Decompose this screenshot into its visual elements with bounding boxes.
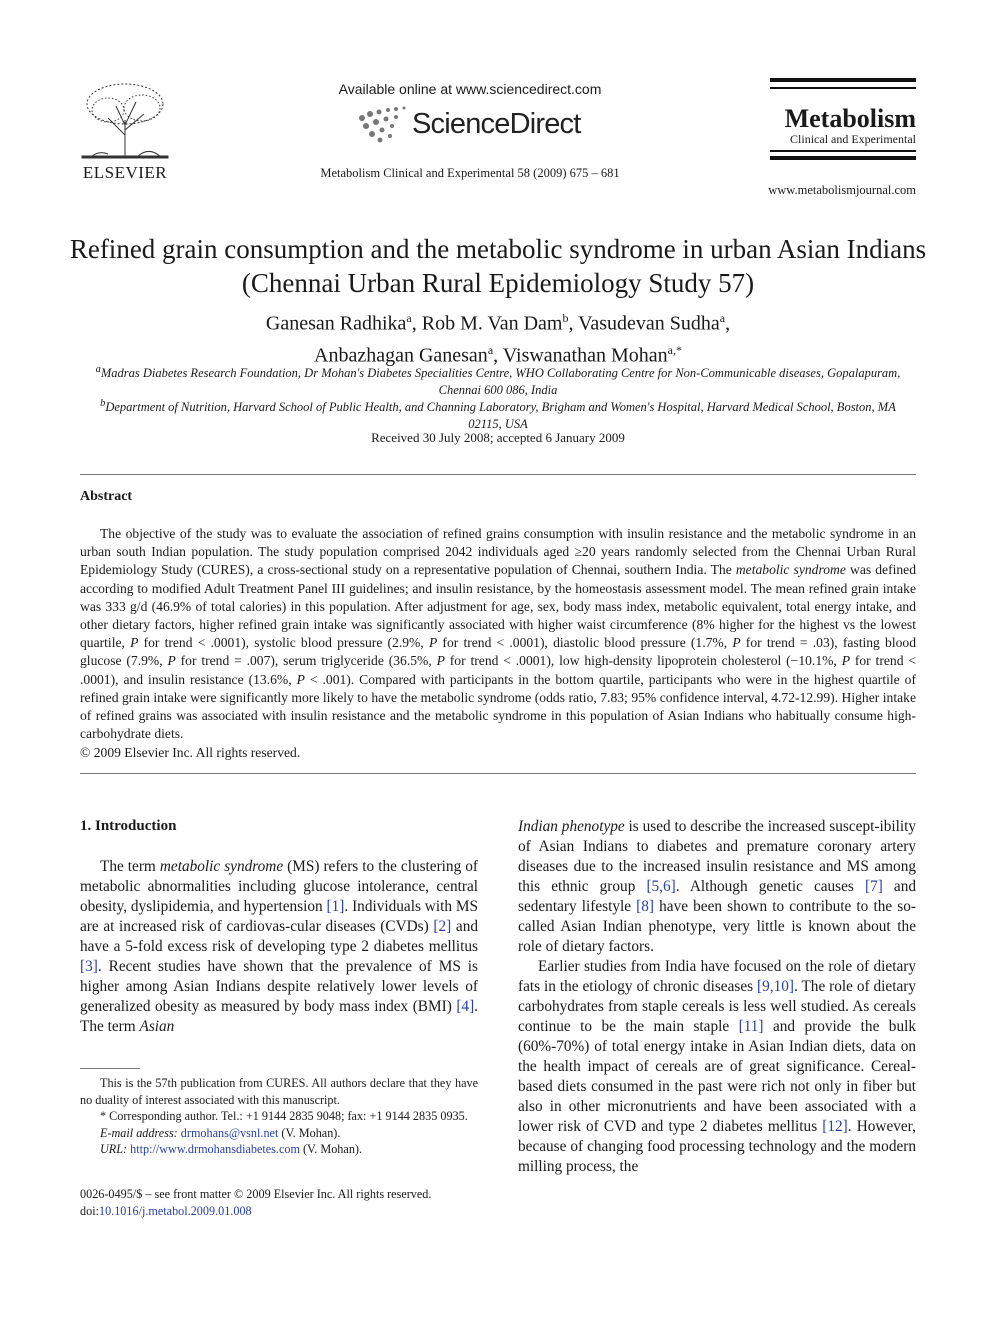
- elsevier-tree-logo: [78, 80, 172, 160]
- abstract-italic: P: [167, 653, 176, 669]
- citation-link[interactable]: [7]: [864, 878, 883, 895]
- body-text: . Individuals with MS are at increased risk of cardiovas-cular diseases (CVDs): [80, 898, 478, 935]
- email-label: E-mail address:: [100, 1125, 178, 1140]
- body-text: . Although genetic causes: [675, 878, 865, 895]
- footnote-url: [80, 1141, 478, 1158]
- abstract-italic: metabolic syndrome: [735, 562, 846, 578]
- url-suffix: (V. Mohan).: [299, 1142, 363, 1156]
- abstract-italic: P: [436, 653, 445, 669]
- doi-link[interactable]: 10.1016/j.metabol.2009.01.008: [98, 1203, 252, 1218]
- body-text: have been shown to contribute to the so-called Asian Indian phenotype, very little is known about the role of dietary factors.: [518, 898, 916, 955]
- abstract-italic: P: [296, 671, 305, 687]
- body-text: The term: [100, 858, 160, 875]
- author-separator: ,: [493, 344, 503, 367]
- citation-link[interactable]: [2]: [433, 918, 452, 935]
- footnote-duality: This is the 57th publication from CURES. All authors declare that they have no duality of interest associated with this manuscript.: [80, 1076, 478, 1107]
- author-affiliation-marker: a: [406, 311, 412, 325]
- author-line-1: [110, 305, 886, 337]
- footnotes: [80, 1075, 478, 1158]
- author-list: [110, 305, 886, 368]
- url-label: URL:: [100, 1142, 128, 1156]
- body-italic: metabolic syndrome: [159, 858, 284, 875]
- citation-link[interactable]: [1]: [326, 898, 345, 915]
- article-title: Refined grain consumption and the metabolic syndrome in urban Asian Indians (Chennai Urban Rural Epidemiology Study 57): [69, 234, 927, 298]
- author-separator: ,: [411, 312, 422, 335]
- author-name: Vasudevan Sudha: [578, 312, 720, 335]
- body-italic: Asian: [139, 1018, 175, 1035]
- abstract-italic: P: [841, 653, 851, 669]
- abstract-bottom-rule: [80, 773, 916, 774]
- body-text: (MS) refers to the clustering of metabolic abnormalities including glucose intolerance, central obesity, dyslipidemia, and hypertension: [80, 858, 478, 915]
- affiliation-a: [95, 361, 901, 399]
- author-name: Viswanathan Mohan: [502, 344, 668, 367]
- abstract-text: [80, 525, 916, 743]
- author-affiliation-marker: a: [719, 311, 726, 325]
- citation-link[interactable]: [12]: [822, 1118, 848, 1135]
- body-column-right: [518, 817, 916, 1177]
- body-paragraph: [518, 817, 916, 957]
- author-affiliation-marker: a,*: [667, 342, 682, 357]
- journal-name: Metabolism: [784, 104, 916, 133]
- journal-rule-bottom: [770, 156, 916, 160]
- body-text: . However, because of changing food processing technology and the modern milling process, the: [518, 1118, 916, 1175]
- abstract-italic: P: [428, 635, 438, 651]
- citation-link[interactable]: [9,10]: [757, 978, 794, 995]
- journal-rule-top: [770, 78, 916, 82]
- available-online-text: Available online at www.sciencedirect.com: [338, 81, 602, 97]
- body-column-left: [80, 857, 478, 1037]
- doi-label: doi:: [80, 1203, 99, 1218]
- abstract-text: for trend < .0001), systolic blood pressure (2.9%,: [138, 635, 429, 651]
- journal-subtitle: Clinical and Experimental: [790, 132, 916, 146]
- affiliation-a-text: Madras Diabetes Research Foundation, Dr Mohan's Diabetes Specialities Centre, WHO Collaborating Centre for Non-Communicable diseases, Gopalapuram, Chennai 600 086, India: [100, 366, 901, 398]
- abstract-copyright: © 2009 Elsevier Inc. All rights reserved.: [80, 745, 301, 760]
- received-dates: Received 30 July 2008; accepted 6 January 2009: [371, 430, 625, 445]
- abstract-text: < .001). Compared with participants in the bottom quartile, participants who were in the highest quartile of refined grain intake were significantly more likely to have the metabolic syndrome (odds ratio, 7.83; 95% confidence interval, 4.72-12.99). Higher intake of refined grains was associated with insulin resistance and the metabolic syndrome in this population of Asian Indians who habitually consume high-carbohydrate diets.: [80, 671, 916, 742]
- abstract-text: for trend < .0001), and insulin resistance (13.6%,: [80, 653, 916, 687]
- journal-citation: Metabolism Clinical and Experimental 58 (2009) 675 – 681: [320, 166, 620, 180]
- email-suffix: (V. Mohan).: [278, 1125, 341, 1140]
- abstract-text: The objective of the study was to evaluate the association of refined grains consumption with insulin resistance and the metabolic syndrome in an urban south Indian population. The study population comprised 2042 individuals aged ≥20 years randomly selected from the Chennai Urban Rural Epidemiology Study (CURES), a cross-sectional study on a representative population of Chennai, southern India. The: [80, 526, 916, 578]
- body-text: and have a 5-fold excess risk of developing type 2 diabetes mellitus: [80, 918, 478, 955]
- front-matter-text: 0026-0495/$ – see front matter © 2009 Elsevier Inc. All rights reserved.: [80, 1187, 432, 1201]
- body-text: is used to describe the increased suscept-ibility of Asian Indians to diabetes and premature coronary artery diseases due to the increased insulin resistance and MS among this ethnic group: [518, 818, 916, 895]
- citation-link[interactable]: [4]: [456, 998, 475, 1015]
- journal-rule-bottom-thin: [770, 150, 916, 152]
- abstract-top-rule: [80, 474, 916, 475]
- footnote-rule: [80, 1068, 140, 1069]
- front-matter: [80, 1186, 500, 1219]
- affiliation-b-marker: b: [100, 398, 106, 409]
- body-paragraph: [518, 957, 916, 1177]
- citation-link[interactable]: [5,6]: [646, 878, 676, 895]
- author-name: Ganesan Radhika: [265, 312, 407, 335]
- citation-link[interactable]: [3]: [80, 958, 98, 975]
- body-text: and sedentary lifestyle: [518, 878, 916, 915]
- journal-url[interactable]: www.metabolismjournal.com: [768, 183, 916, 197]
- body-text: . The role of dietary carbohydrates from staple cereals is less well studied. As cereals continue to be the main staple: [518, 978, 917, 1035]
- abstract-italic: P: [130, 635, 139, 651]
- abstract-text: for trend < .0001), diastolic blood pressure (1.7%,: [437, 635, 733, 651]
- abstract-text: for trend = .03), fasting blood glucose (7.9%,: [80, 635, 916, 669]
- email-link[interactable]: drmohans@vsnl.net: [180, 1125, 279, 1140]
- doi-line: [80, 1203, 500, 1220]
- author-name: Anbazhagan Ganesan: [314, 344, 488, 367]
- journal-rule-top-thin: [770, 87, 916, 89]
- affiliation-a-marker: a: [95, 364, 101, 375]
- body-text: . Recent studies have shown that the prevalence of MS is higher among Asian Indians despite relatively lower levels of generalized obesity as measured by body mass index (BMI): [80, 958, 478, 1015]
- section-heading-introduction: 1. Introduction: [80, 818, 177, 834]
- affiliation-b-text: Department of Nutrition, Harvard School of Public Health, and Channing Laboratory, Brigham and Women's Hospital, Harvard Medical School, Boston, MA 02115, USA: [105, 400, 896, 432]
- abstract-text: was defined according to modified Adult Treatment Panel III guidelines; and insulin resistance, by the homeostasis assessment model. The mean refined grain intake was 333 g/d (46.9% of total calories) in this population. After adjustment for age, sex, body mass index, metabolic equivalent, total energy intake, and other dietary factors, higher refined grain intake was significantly associated with higher waist circumference (8% higher for the highest vs the lowest quartile,: [80, 562, 917, 651]
- body-text: Earlier studies from India have focused on the role of dietary fats in the etiology of chronic diseases: [518, 958, 916, 995]
- abstract-text: for trend = .007), serum triglyceride (36.5%,: [175, 653, 437, 669]
- body-italic: Indian phenotype: [518, 818, 625, 835]
- author-affiliation-marker: b: [562, 311, 569, 325]
- author-name: Rob M. Van Dam: [421, 312, 563, 335]
- author-separator: ,: [568, 312, 579, 335]
- affiliation-b: [95, 395, 901, 433]
- body-text: . The term: [80, 998, 478, 1035]
- citation-link[interactable]: [8]: [636, 898, 654, 915]
- citation-link[interactable]: [11]: [738, 1018, 764, 1035]
- publisher-name: ELSEVIER: [82, 163, 168, 182]
- abstract-italic: P: [732, 635, 741, 651]
- body-paragraph: [80, 857, 478, 1037]
- footnote-email: [80, 1125, 478, 1142]
- body-text: and provide the bulk (60%-70%) of total energy intake in Asian Indian diets, data on the health impact of cereals are of great significance. Cereal-based diets consumed in the past were rich not only in fiber but also in other micronutrients and have been associated with a lower risk of CVD and type 2 diabetes mellitus: [518, 1018, 916, 1135]
- author-affiliation-marker: a: [487, 342, 494, 357]
- footnote-corresponding: * Corresponding author. Tel.: +1 9144 2835 9048; fax: +1 9144 2835 0935.: [100, 1109, 468, 1123]
- url-link[interactable]: http://www.drmohansdiabetes.com: [130, 1142, 300, 1156]
- abstract-text: for trend < .0001), low high-density lipoprotein cholesterol (−10.1%,: [444, 653, 842, 669]
- sciencedirect-wordmark: ScienceDirect: [412, 108, 581, 140]
- abstract-heading: Abstract: [80, 489, 133, 504]
- author-separator: ,: [725, 312, 731, 335]
